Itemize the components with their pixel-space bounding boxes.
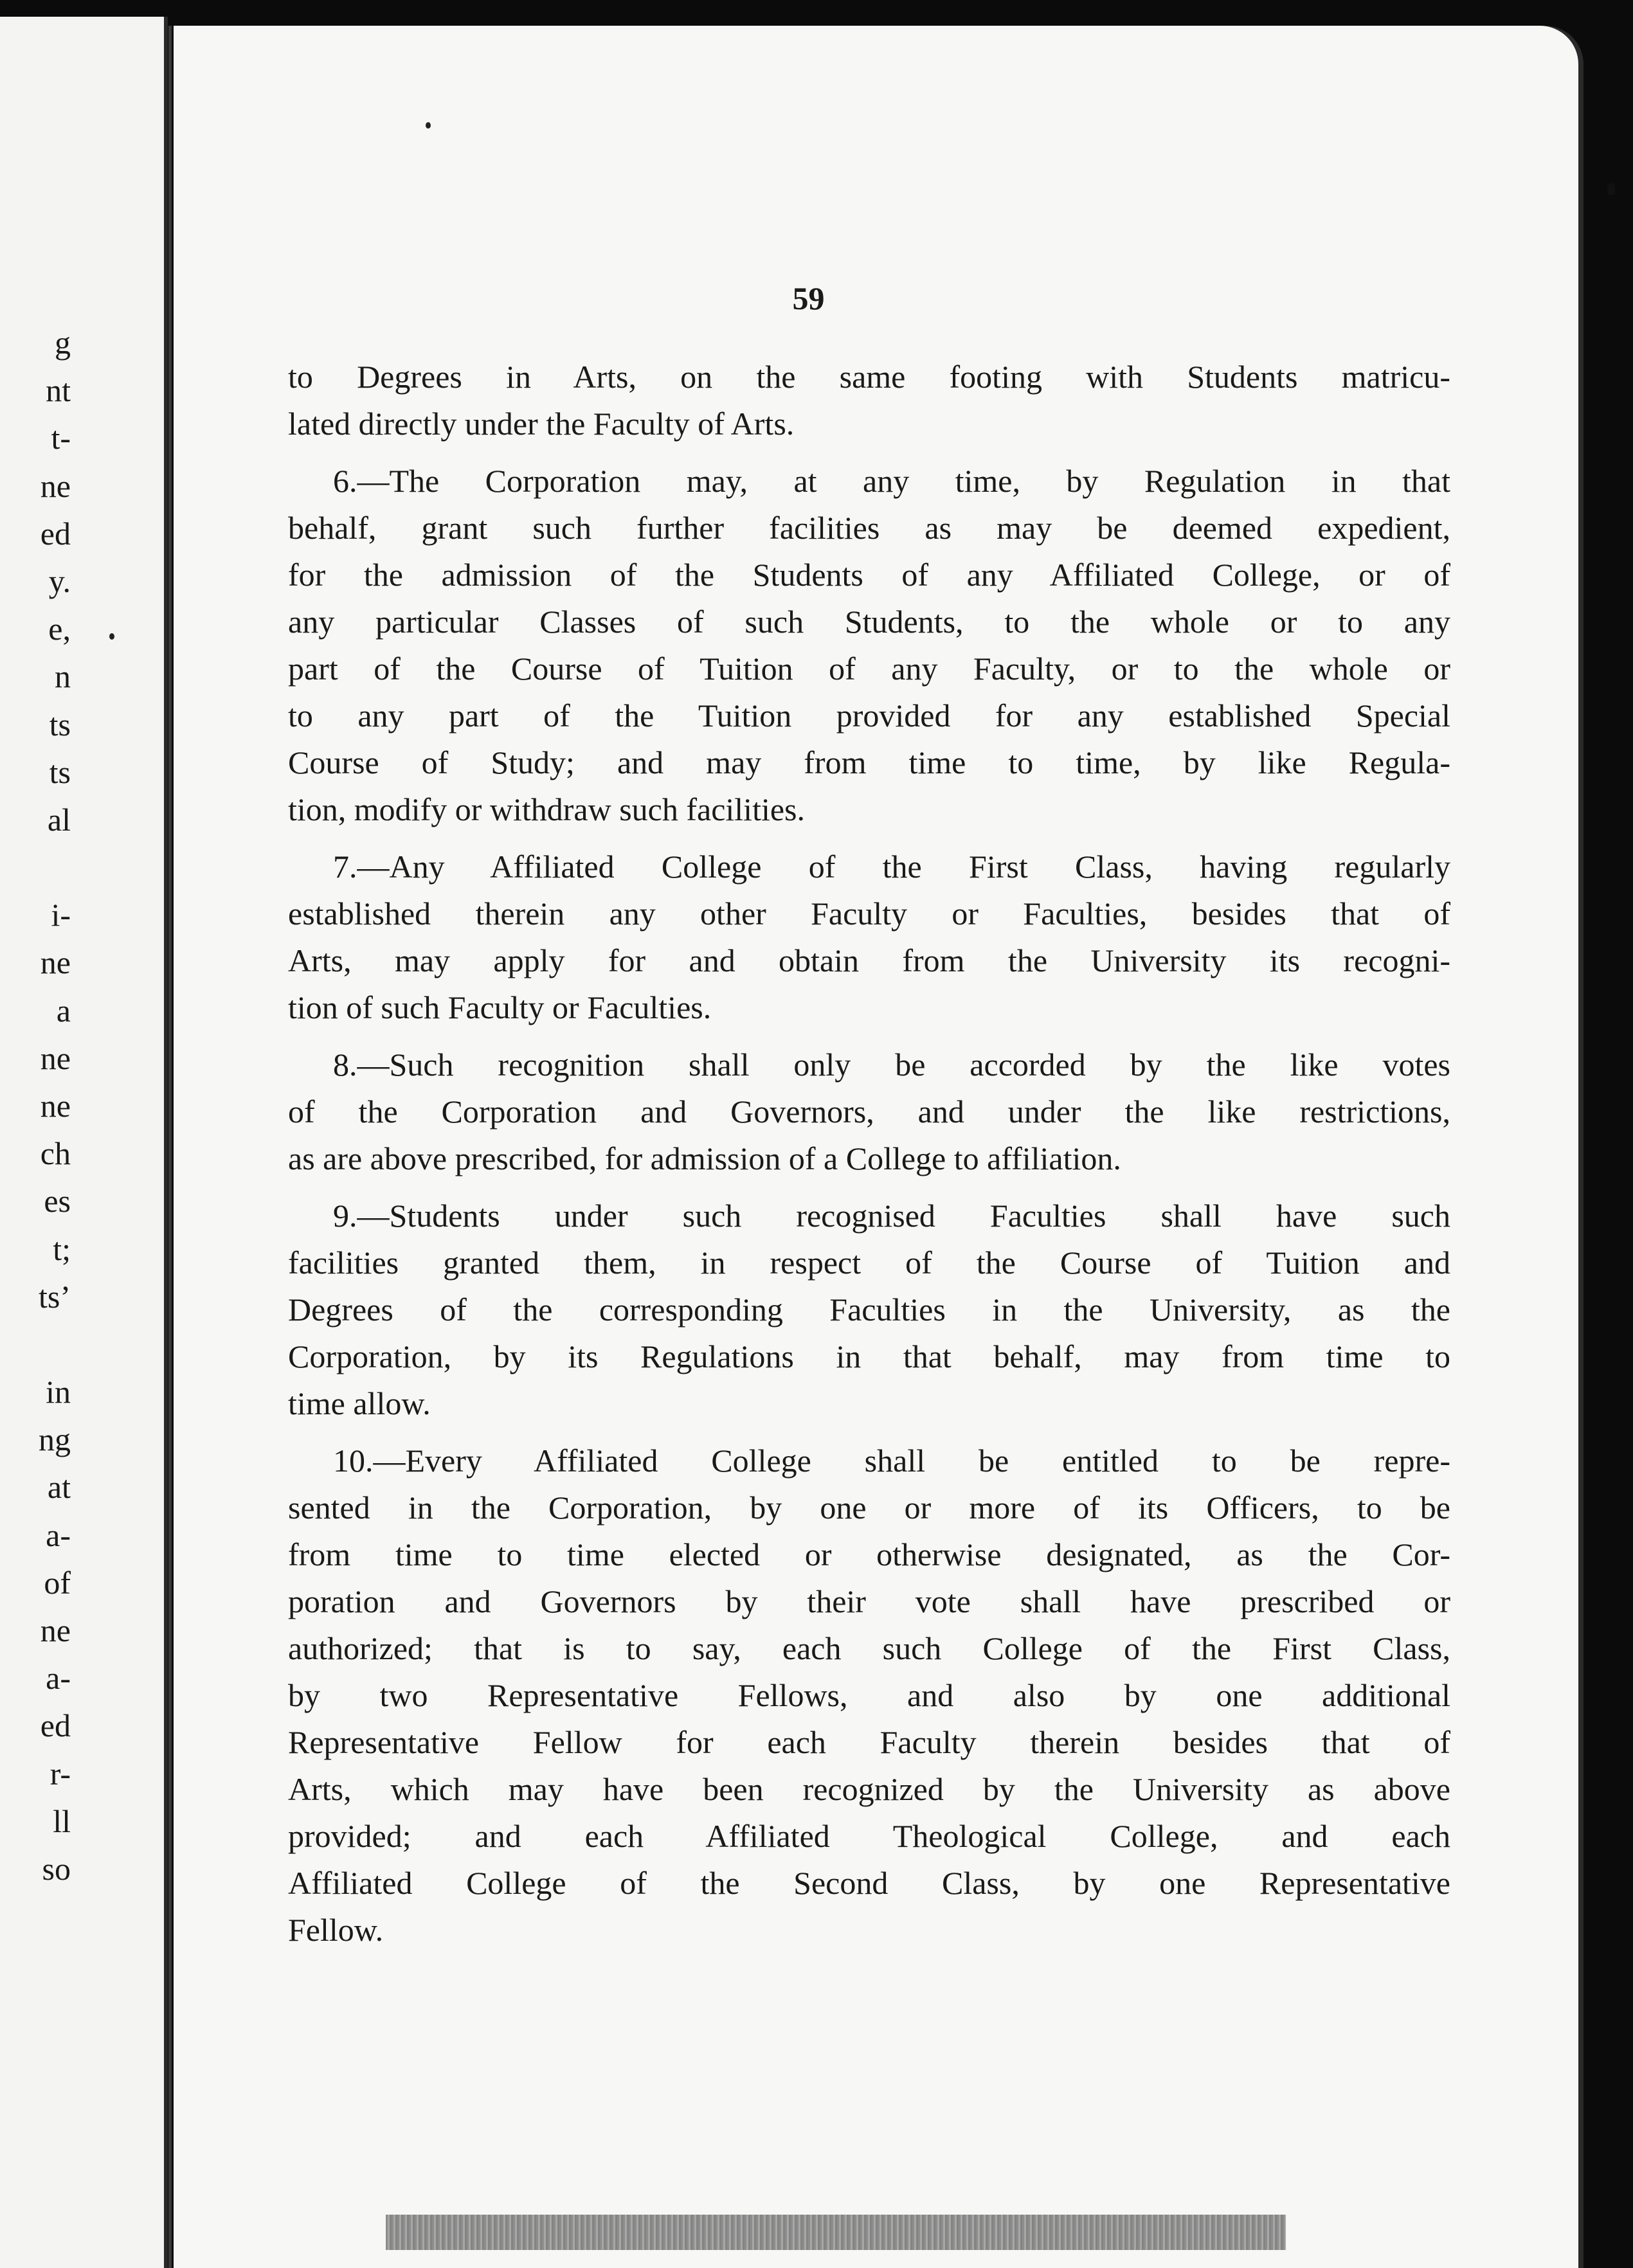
text-line: Affiliated College of the Second Class, by one Representative <box>288 1865 1450 1901</box>
text-line: by two Representative Fellows, and also by one additional <box>288 1677 1450 1713</box>
text-line: any particular Classes of such Students, to the whole or to any <box>288 604 1450 640</box>
text-line: Corporation, by its Regulations in that behalf, may from time to <box>288 1338 1450 1374</box>
text-line: 9.—Students under such recognised Faculties shall have such <box>333 1198 1450 1234</box>
facing-text-fragment: a- <box>46 1660 71 1697</box>
facing-text-fragment: ne <box>40 467 71 504</box>
speck-mark <box>109 633 114 640</box>
facing-text-fragment: ed <box>40 515 71 552</box>
facing-text-fragment: n <box>55 658 71 695</box>
page-number: 59 <box>792 280 825 316</box>
facing-text-fragment: al <box>47 802 71 838</box>
facing-text-fragment: es <box>44 1183 71 1220</box>
facing-text-fragment: ne <box>40 1612 71 1649</box>
text-line: authorized; that is to say, each such College of the First Class, <box>288 1630 1450 1666</box>
paragraph <box>288 1041 1450 1182</box>
text-line: poration and Governors by their vote shall have prescribed or <box>288 1583 1450 1619</box>
facing-text-fragment: ch <box>40 1135 71 1172</box>
text-line: facilities granted them, in respect of the Course of Tuition and <box>288 1245 1450 1281</box>
text-line: 10.—Every Affiliated College shall be entitled to be repre- <box>333 1443 1450 1479</box>
scanned-page <box>174 26 1578 2268</box>
facing-text-fragment: in <box>46 1374 71 1410</box>
facing-page <box>0 17 168 2268</box>
facing-text-fragment: a- <box>46 1516 71 1553</box>
facing-text-fragment: t- <box>51 420 71 456</box>
facing-text-fragment: ne <box>40 944 71 981</box>
facing-text-fragment: r- <box>50 1755 71 1792</box>
facing-text-fragment: ll <box>53 1803 71 1839</box>
speck-mark <box>426 122 431 129</box>
facing-text-fragment: ts <box>49 706 71 742</box>
text-line: to Degrees in Arts, on the same footing with Students matricu- <box>288 359 1450 395</box>
text-line: time allow. <box>288 1385 431 1421</box>
text-line: Course of Study; and may from time to time, by like Regula- <box>288 744 1450 780</box>
text-line: 6.—The Corporation may, at any time, by Regulation in that <box>333 463 1450 499</box>
facing-text-fragment: at <box>47 1469 71 1506</box>
facing-text-fragment: ts’ <box>39 1278 71 1315</box>
text-line: 7.—Any Affiliated College of the First Class, having regularly <box>333 849 1450 885</box>
facing-text-fragment: nt <box>46 372 71 409</box>
facing-text-fragment: ts <box>49 753 71 790</box>
paragraph <box>288 458 1450 833</box>
facing-text-fragment: ne <box>40 1040 71 1076</box>
text-line: Arts, which may have been recognized by the University as above <box>288 1771 1450 1807</box>
paragraph <box>288 1437 1450 1954</box>
text-line: from time to time elected or otherwise designated, as the Cor- <box>288 1536 1450 1572</box>
facing-text-fragment: t; <box>53 1230 71 1267</box>
facing-text-fragment: so <box>42 1851 71 1887</box>
facing-text-fragment: of <box>44 1564 71 1601</box>
text-line: behalf, grant such further facilities as may be deemed expedient, <box>288 510 1450 546</box>
facing-page-text-fragments <box>0 319 71 1893</box>
text-line: Fellow. <box>288 1912 384 1948</box>
text-line: 8.—Such recognition shall only be accorded by the like votes <box>333 1047 1450 1083</box>
fragment-gap <box>0 1320 71 1368</box>
text-line: tion of such Faculty or Faculties. <box>288 989 712 1025</box>
book-gutter <box>168 26 172 2268</box>
text-line: sented in the Corporation, by one or more of its Officers, to be <box>288 1490 1450 1526</box>
text-line: lated directly under the Faculty of Arts. <box>288 406 795 442</box>
body-text <box>288 354 1450 1964</box>
paragraph <box>288 354 1450 447</box>
facing-text-fragment: ng <box>39 1421 71 1458</box>
text-line: as are above prescribed, for admission of a College to affiliation. <box>288 1140 1121 1176</box>
text-line: part of the Course of Tuition of any Faculty, or to the whole or <box>288 651 1450 687</box>
facing-text-fragment: e, <box>48 611 71 647</box>
text-line: provided; and each Affiliated Theological College, and each <box>288 1818 1450 1854</box>
text-line: Representative Fellow for each Faculty therein besides that of <box>288 1724 1450 1760</box>
facing-text-fragment: ne <box>40 1088 71 1124</box>
text-line: tion, modify or withdraw such facilities. <box>288 791 806 827</box>
scan-edge-strip <box>386 2215 1286 2250</box>
text-line: Degrees of the corresponding Faculties in the University, as the <box>288 1292 1450 1328</box>
edge-mark <box>1607 183 1615 195</box>
text-line: Arts, may apply for and obtain from the University its recogni- <box>288 942 1450 978</box>
facing-text-fragment: ed <box>40 1707 71 1744</box>
text-line: for the admission of the Students of any Affiliated College, or of <box>288 557 1450 593</box>
text-line: established therein any other Faculty or Faculties, besides that of <box>288 896 1450 932</box>
fragment-gap <box>0 843 71 891</box>
facing-text-fragment: i- <box>51 897 71 933</box>
facing-text-fragment: y. <box>48 563 71 600</box>
text-line: to any part of the Tuition provided for any established Special <box>288 698 1450 734</box>
text-line: of the Corporation and Governors, and under the like restrictions, <box>288 1094 1450 1130</box>
facing-text-fragment: g <box>55 325 71 361</box>
paragraph <box>288 843 1450 1031</box>
facing-text-fragment: a <box>56 992 71 1029</box>
paragraph <box>288 1192 1450 1427</box>
